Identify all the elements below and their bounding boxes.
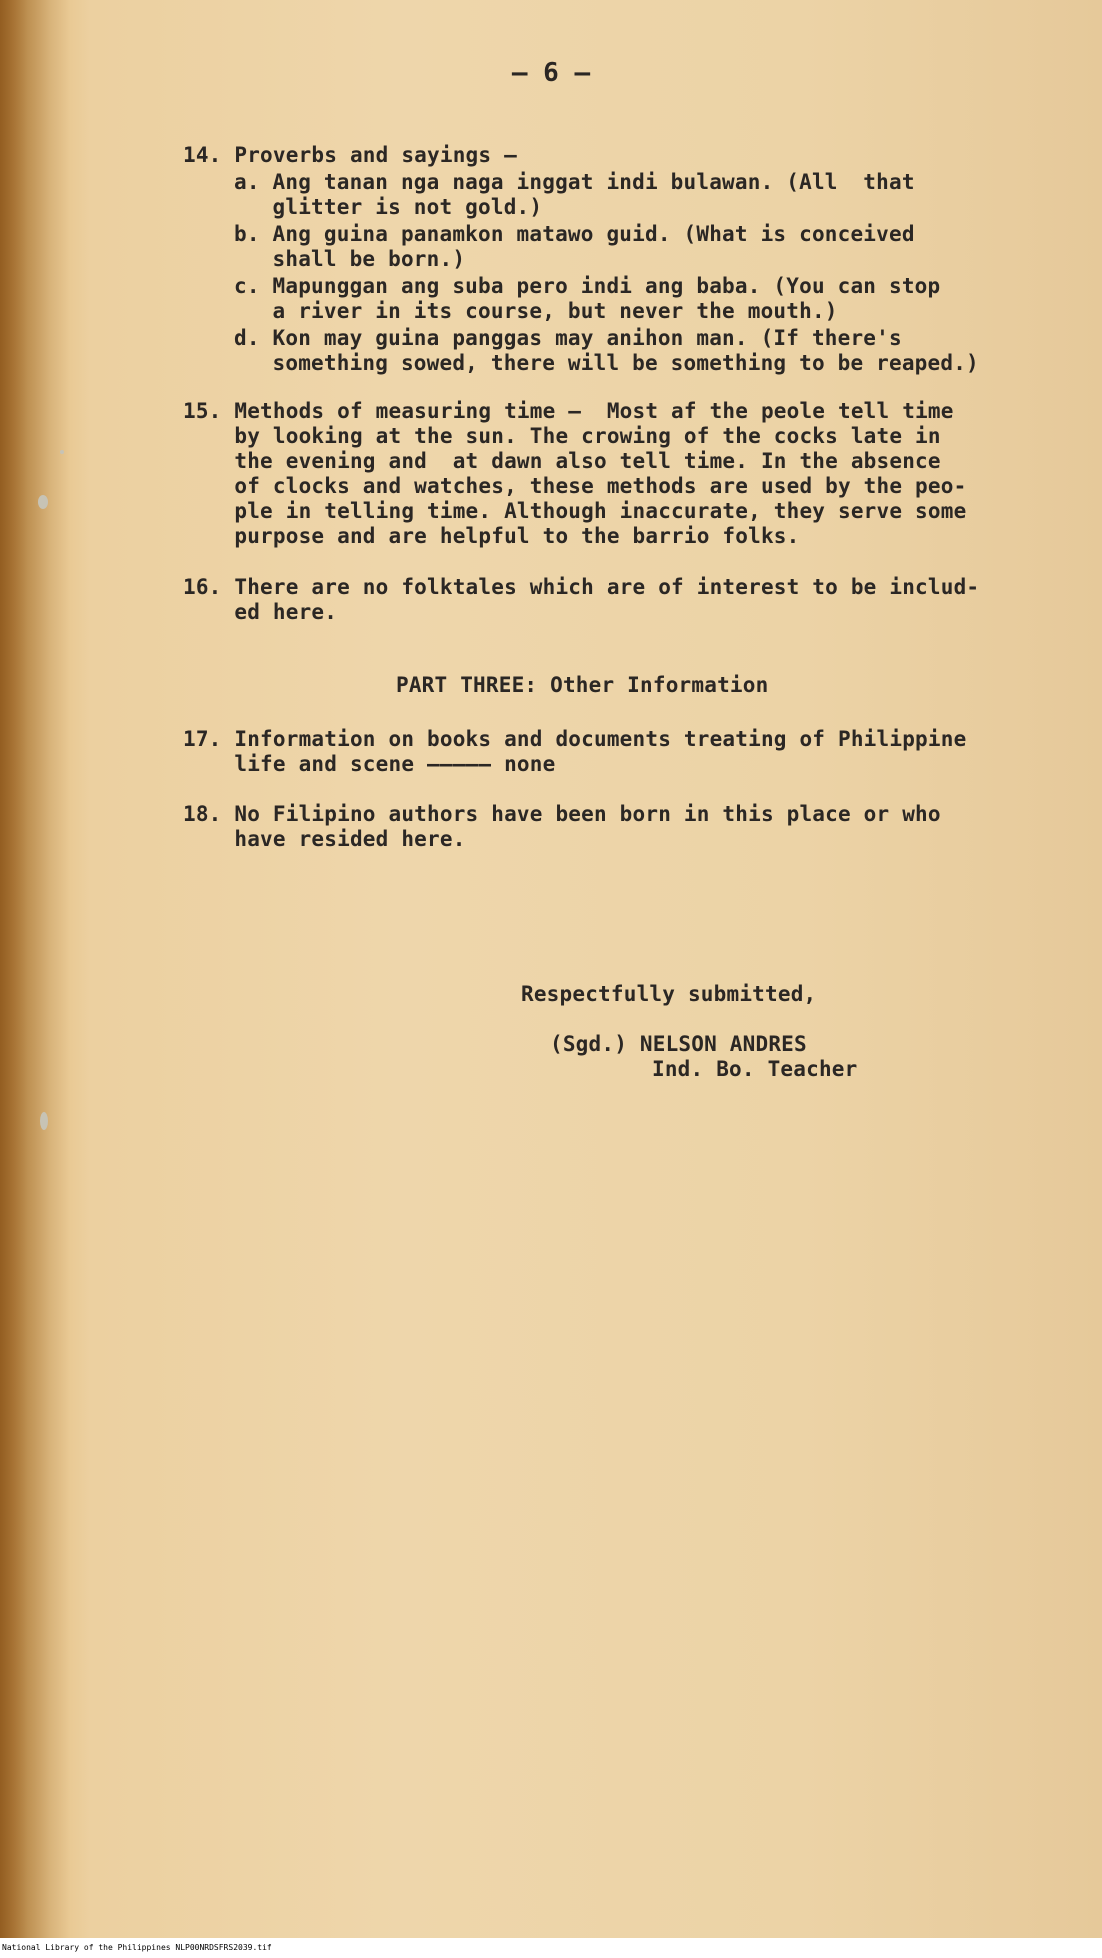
closing-line: Respectfully submitted,: [521, 982, 817, 1006]
item-15-line: purpose and are helpful to the barrio folks.: [183, 524, 800, 548]
part-three-heading: PART THREE: Other Information: [396, 673, 769, 697]
signer-name: (Sgd.) NELSON ANDRES: [550, 1032, 807, 1056]
item-14-heading: 14. Proverbs and sayings –: [183, 143, 517, 167]
item-15-line: by looking at the sun. The crowing of the cocks late in: [183, 424, 941, 448]
paper-speck: [60, 450, 64, 454]
page-edge-shadow: [0, 0, 70, 1938]
item-14-line: something sowed, there will be something to be reaped.): [234, 351, 979, 375]
scan-footer: [0, 1938, 1102, 1958]
paper-speck: [40, 1112, 48, 1130]
item-16-line: ed here.: [183, 600, 338, 624]
item-15-line: ple in telling time. Although inaccurate, they serve some: [183, 499, 967, 523]
item-14-line: a river in its course, but never the mouth.): [234, 299, 838, 323]
item-15-line: of clocks and watches, these methods are used by the peo-: [183, 474, 967, 498]
page-number: – 6 –: [511, 58, 591, 88]
item-16-line: 16. There are no folktales which are of interest to be includ-: [183, 575, 980, 599]
signer-title: Ind. Bo. Teacher: [652, 1057, 858, 1081]
item-18-line: have resided here.: [183, 827, 466, 851]
footer-caption: National Library of the Philippines NLP00NRDSFRS2039.tif: [2, 1943, 272, 1952]
item-14-line: b. Ang guina panamkon matawo guid. (What is conceived: [234, 222, 915, 246]
item-14-line: d. Kon may guina panggas may anihon man. (If there's: [234, 326, 902, 350]
item-14-line: c. Mapunggan ang suba pero indi ang baba. (You can stop: [234, 274, 941, 298]
item-14-line: glitter is not gold.): [234, 195, 543, 219]
paper-speck: [38, 495, 48, 509]
item-15-line: the evening and at dawn also tell time. In the absence: [183, 449, 941, 473]
item-17-line: life and scene ––––– none: [183, 752, 556, 776]
item-14-line: a. Ang tanan nga naga inggat indi bulawan. (All that: [234, 170, 915, 194]
item-18-line: 18. No Filipino authors have been born in this place or who: [183, 802, 941, 826]
item-15-line: 15. Methods of measuring time – Most af the peole tell time: [183, 399, 954, 423]
item-17-line: 17. Information on books and documents treating of Philippine: [183, 727, 967, 751]
item-14-line: shall be born.): [234, 247, 466, 271]
